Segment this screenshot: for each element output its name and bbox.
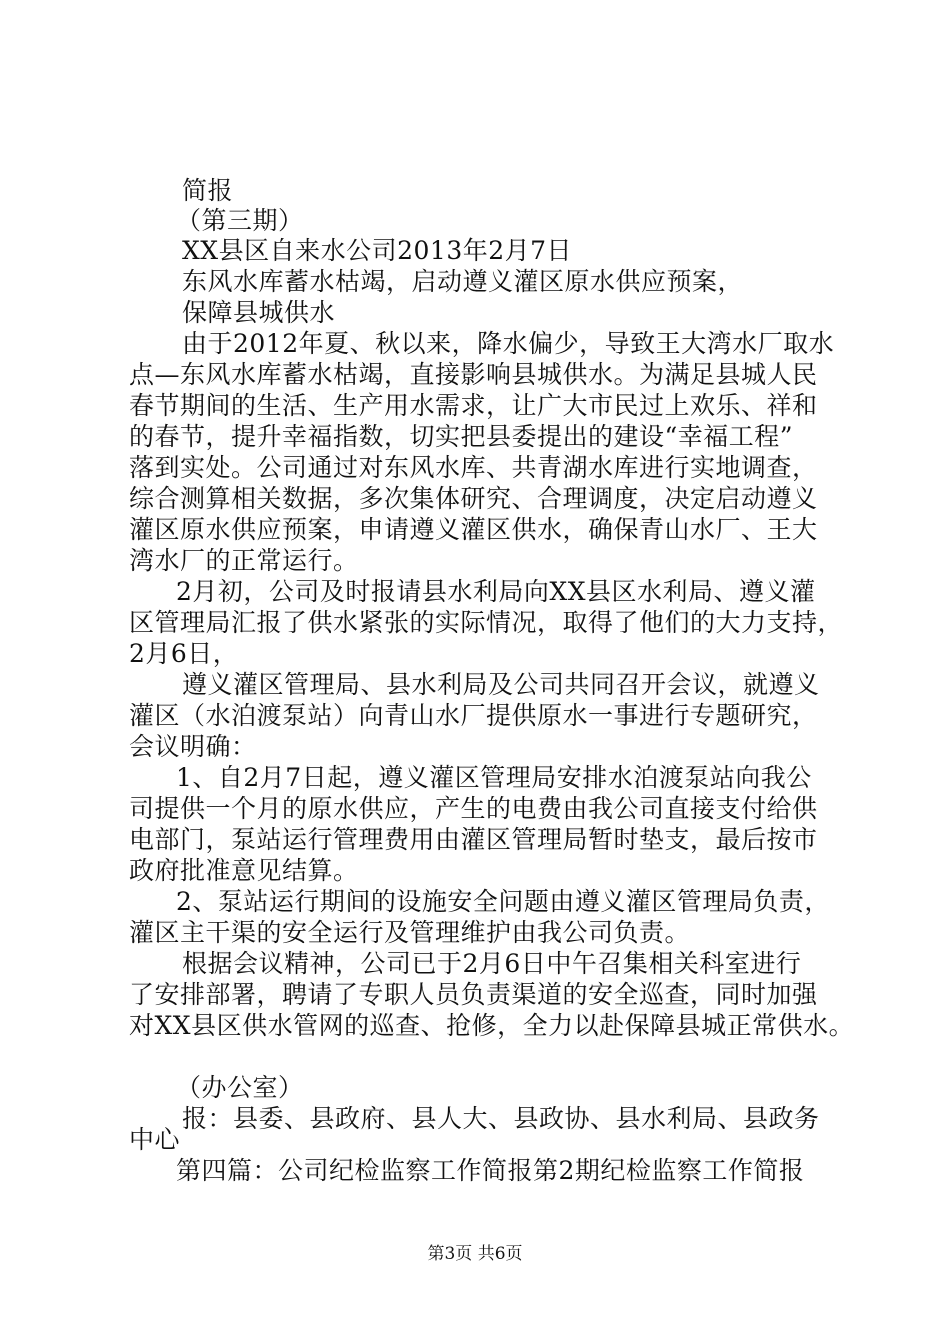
- paragraph-1-line-1: 由于2012年夏、秋以来，降水偏少，导致王大湾水厂取水: [182, 329, 835, 358]
- item-2-line-2: 灌区主干渠的安全运行及管理维护由我公司负责。: [129, 918, 691, 947]
- distribution-line-2: 中心: [129, 1125, 181, 1154]
- paragraph-3-line-1: 遵义灌区管理局、县水利局及公司共同召开会议，就遵义: [182, 670, 820, 699]
- issuer-date: XX县区自来水公司2013年2月7日: [182, 236, 573, 265]
- paragraph-2-line-2: 区管理局汇报了供水紧张的实际情况，取得了他们的大力支持，: [129, 608, 844, 637]
- paragraph-3-line-2: 灌区（水泊渡泵站）向青山水厂提供原水一事进行专题研究，: [129, 701, 818, 730]
- paragraph-1-line-8: 湾水厂的正常运行。: [129, 546, 359, 575]
- paragraph-2-line-3: 2月6日，: [129, 639, 239, 668]
- paragraph-1-line-3: 春节期间的生活、生产用水需求，让广大市民过上欢乐、祥和: [129, 391, 818, 420]
- paragraph-1-line-6: 综合测算相关数据，多次集体研究、合理调度，决定启动遵义: [129, 484, 818, 513]
- paragraph-1-line-2: 点—东风水库蓄水枯竭，直接影响县城供水。为满足县城人民: [129, 360, 818, 389]
- item-1-line-2: 司提供一个月的原水供应，产生的电费由我公司直接支付给供: [129, 794, 818, 823]
- issue-number: （第三期）: [176, 206, 304, 235]
- paragraph-1-line-4: 的春节，提升幸福指数，切实把县委提出的建设“幸福工程”: [129, 422, 794, 451]
- article-title-line-2: 保障县城供水: [182, 298, 336, 327]
- item-1-line-1: 1、自2月7日起，遵义灌区管理局安排水泊渡泵站向我公: [176, 763, 812, 792]
- item-1-line-3: 电部门，泵站运行管理费用由灌区管理局暂时垫支，最后按市: [129, 825, 818, 854]
- paragraph-2-line-1: 2月初，公司及时报请县水利局向XX县区水利局、遵义灌: [176, 577, 816, 606]
- item-2-line-1: 2、泵站运行期间的设施安全问题由遵义灌区管理局负责，: [176, 887, 830, 916]
- paragraph-4-line-2: 了安排部署，聘请了专职人员负责渠道的安全巡查，同时加强: [129, 980, 818, 1009]
- page-footer: 第3页 共6页: [427, 1244, 523, 1264]
- next-article-heading: 第四篇：公司纪检监察工作简报第2期纪检监察工作简报: [176, 1156, 805, 1185]
- distribution-line-1: 报：县委、县政府、县人大、县政协、县水利局、县政务: [182, 1104, 820, 1133]
- paragraph-4-line-3: 对XX县区供水管网的巡查、抢修，全力以赴保障县城正常供水。: [129, 1011, 855, 1040]
- heading-briefing: 简报: [182, 176, 234, 205]
- paragraph-1-line-7: 灌区原水供应预案，申请遵义灌区供水，确保青山水厂、王大: [129, 515, 818, 544]
- office-signature: （办公室）: [176, 1073, 304, 1102]
- paragraph-1-line-5: 落到实处。公司通过对东风水库、共青湖水库进行实地调查，: [129, 453, 818, 482]
- item-1-line-4: 政府批准意见结算。: [129, 856, 359, 885]
- paragraph-4-line-1: 根据会议精神，公司已于2月6日中午召集相关科室进行: [182, 949, 802, 978]
- article-title-line-1: 东风水库蓄水枯竭，启动遵义灌区原水供应预案，: [182, 267, 744, 296]
- paragraph-3-line-3: 会议明确：: [129, 732, 257, 761]
